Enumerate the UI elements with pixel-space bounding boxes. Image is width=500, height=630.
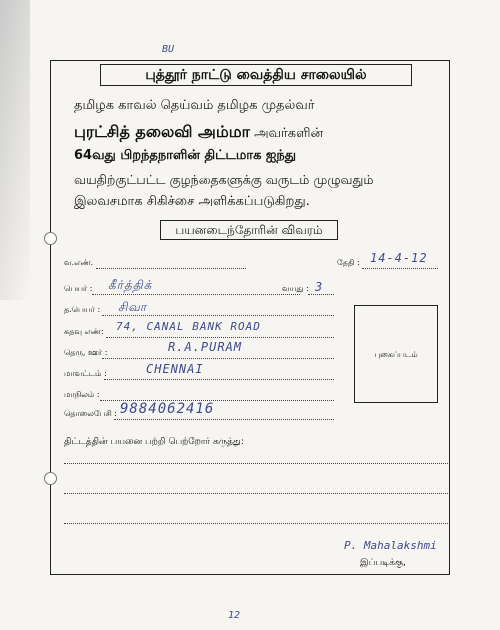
page-shadow: [0, 0, 30, 300]
reg-no-label: வ.எண்.: [64, 258, 94, 267]
state-label: மாநிலம் :: [64, 390, 100, 399]
street-label: தெரு, ஊர் :: [64, 348, 108, 357]
street-value: R.A.PURAM: [168, 340, 243, 354]
name-value: கீர்த்திக்: [108, 278, 153, 292]
intro-line-3: 64வது பிறந்தநாளின் திட்டமாக ஐந்து: [74, 148, 296, 163]
page-number: 12: [228, 610, 241, 621]
beneficiary-details-heading: பயனடைந்தோரின் விவரம்: [160, 220, 338, 240]
name-label: பெயர் :: [64, 284, 93, 293]
opinion-line-2: [64, 493, 448, 494]
punch-hole-top: [44, 232, 57, 245]
date-label: தேதி :: [337, 258, 360, 267]
opinion-line-3: [64, 523, 448, 524]
intro-bold-name: புரட்சித் தலைவி அம்மா: [74, 122, 250, 141]
date-line: [362, 268, 438, 269]
date-value: 14-4-12: [370, 251, 428, 265]
punch-hole-bottom: [44, 472, 57, 485]
age-line: [308, 294, 334, 295]
father-name-label: த.பெயர் :: [64, 305, 101, 314]
photo-box: [354, 305, 438, 403]
form-title: புத்தூர் நாட்டு வைத்திய சாலையில்: [100, 64, 412, 86]
signature: P. Mahalakshmi: [344, 539, 437, 552]
intro-line-1: தமிழக காவல் தெய்வம் தமிழக முதல்வர்: [74, 98, 315, 113]
district-label: மாவட்டம் :: [64, 369, 107, 378]
phone-label: தொலைபேசி :: [64, 409, 117, 418]
phone-value: 9884062416: [120, 401, 215, 417]
door-no-label: கதவு எண்:: [64, 327, 104, 336]
district-line: [104, 379, 334, 380]
regards-label: இப்படிக்கு,: [360, 558, 406, 568]
intro-line-2: [74, 122, 434, 143]
age-label: வயது :: [282, 284, 309, 293]
intro-line-5: இலவசமாக சிகிச்சை அளிக்கப்படுகிறது.: [74, 194, 310, 209]
door-no-value: 74, CANAL BANK ROAD: [116, 320, 261, 333]
name-line: [92, 294, 300, 295]
opinion-line-1: [64, 463, 448, 464]
intro-line-2-rest: அவர்களின்: [254, 126, 324, 141]
age-value: 3: [315, 280, 324, 294]
phone-line: [114, 419, 334, 420]
parent-opinion-label: திட்டத்தின் பயனை பற்றி பெற்றோர் கருத்து:: [64, 437, 244, 447]
father-name-value: சிவா: [118, 300, 148, 314]
reg-no-line: [96, 268, 246, 269]
street-line: [102, 358, 334, 359]
handwritten-note: BU: [162, 44, 175, 55]
door-no-line: [106, 337, 334, 338]
intro-line-4: வயதிற்குட்பட்ட குழந்தைகளுக்கு வருடம் முழுவதும்: [74, 172, 374, 187]
photo-label: புகைப்படம்: [374, 350, 418, 359]
district-value: CHENNAI: [146, 362, 204, 376]
